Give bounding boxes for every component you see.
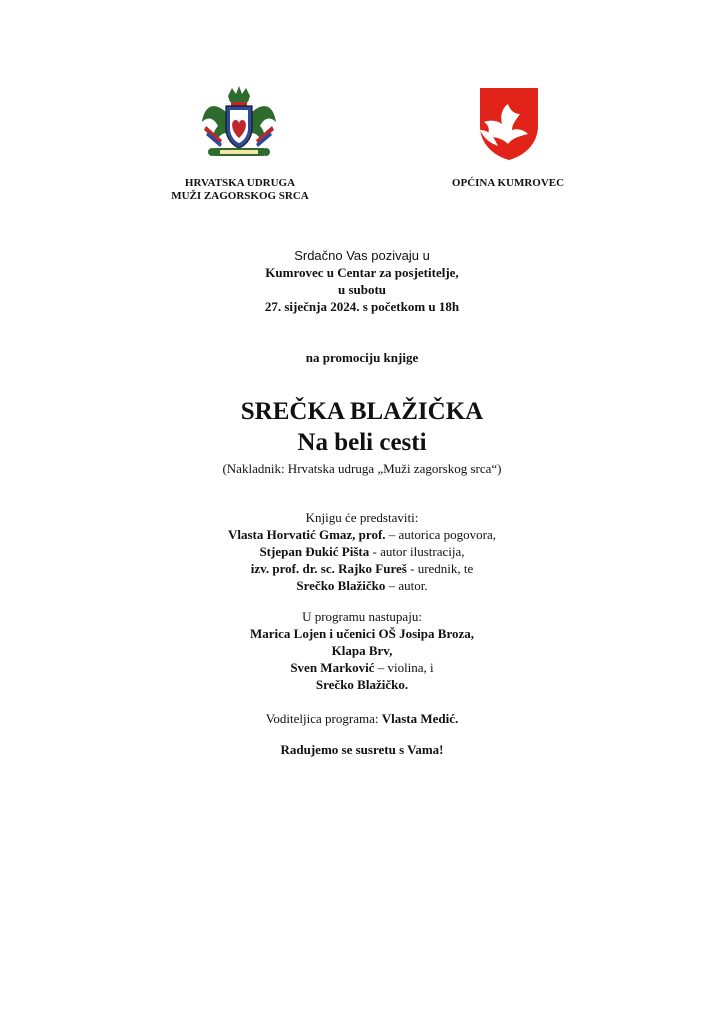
host-name: Vlasta Medić. (381, 711, 459, 726)
performer-item (0, 676, 724, 693)
presenter-item (0, 526, 724, 543)
presenter-role: – autor. (385, 578, 428, 593)
association-name-line2: MUŽI ZAGORSKOG SRCA (171, 190, 309, 202)
performer-name: Sven Marković (290, 660, 375, 675)
host-label: Voditeljica programa: (265, 711, 382, 726)
performer-item (0, 625, 724, 642)
presenter-name: Srečko Blažičko (296, 578, 386, 593)
book-publisher: (Nakladnik: Hrvatska udruga „Muži zagorskog srca“) (222, 461, 502, 476)
host-line (0, 710, 724, 727)
presenter-item (0, 577, 724, 594)
presenter-role: - autor ilustracija, (369, 544, 465, 559)
performer-item (0, 642, 724, 659)
performer-name: Srečko Blažičko. (315, 677, 409, 692)
book-author: SREČKA BLAŽIČKA (240, 398, 484, 425)
performer-item (0, 659, 724, 676)
presenters-heading: Knjigu će predstaviti: (305, 510, 419, 525)
presenter-item (0, 543, 724, 560)
municipality-name: OPĆINA KUMROVEC (451, 177, 565, 189)
association-name-line1: HRVATSKA UDRUGA (184, 177, 296, 189)
closing-line: Radujemo se susretu s Vama! (280, 742, 444, 757)
date-time-line: 27. siječnja 2024. s početkom u 18h (264, 299, 460, 314)
venue-line: Kumrovec u Centar za posjetitelje, (265, 265, 459, 280)
presenters-block (0, 509, 724, 594)
day-line: u subotu (337, 282, 387, 297)
invitation-line: Srdačno Vas pozivaju u (294, 248, 430, 263)
coat-of-arms-icon (198, 82, 280, 164)
book-title: Na beli cesti (297, 429, 427, 456)
municipality-shield-icon (476, 86, 542, 162)
presenter-name: izv. prof. dr. sc. Rajko Fureš (250, 561, 407, 576)
association-logo (198, 82, 280, 164)
presenter-role: - urednik, te (406, 561, 474, 576)
program-heading: U programu nastupaju: (302, 609, 422, 624)
purpose-line: na promociju knjige (305, 350, 419, 365)
presenter-role: – autorica pogovora, (385, 527, 496, 542)
municipality-logo (476, 86, 542, 162)
presenter-name: Stjepan Đukić Pišta (259, 544, 370, 559)
presenter-item (0, 560, 724, 577)
association-name (150, 177, 330, 203)
performer-name: Marica Lojen i učenici OŠ Josipa Broza, (250, 626, 474, 641)
program-block (0, 608, 724, 693)
performer-name: Klapa Brv, (331, 643, 393, 658)
invitation-block (0, 247, 724, 315)
performer-role: – violina, i (374, 660, 434, 675)
presenter-name: Vlasta Horvatić Gmaz, prof. (227, 527, 386, 542)
